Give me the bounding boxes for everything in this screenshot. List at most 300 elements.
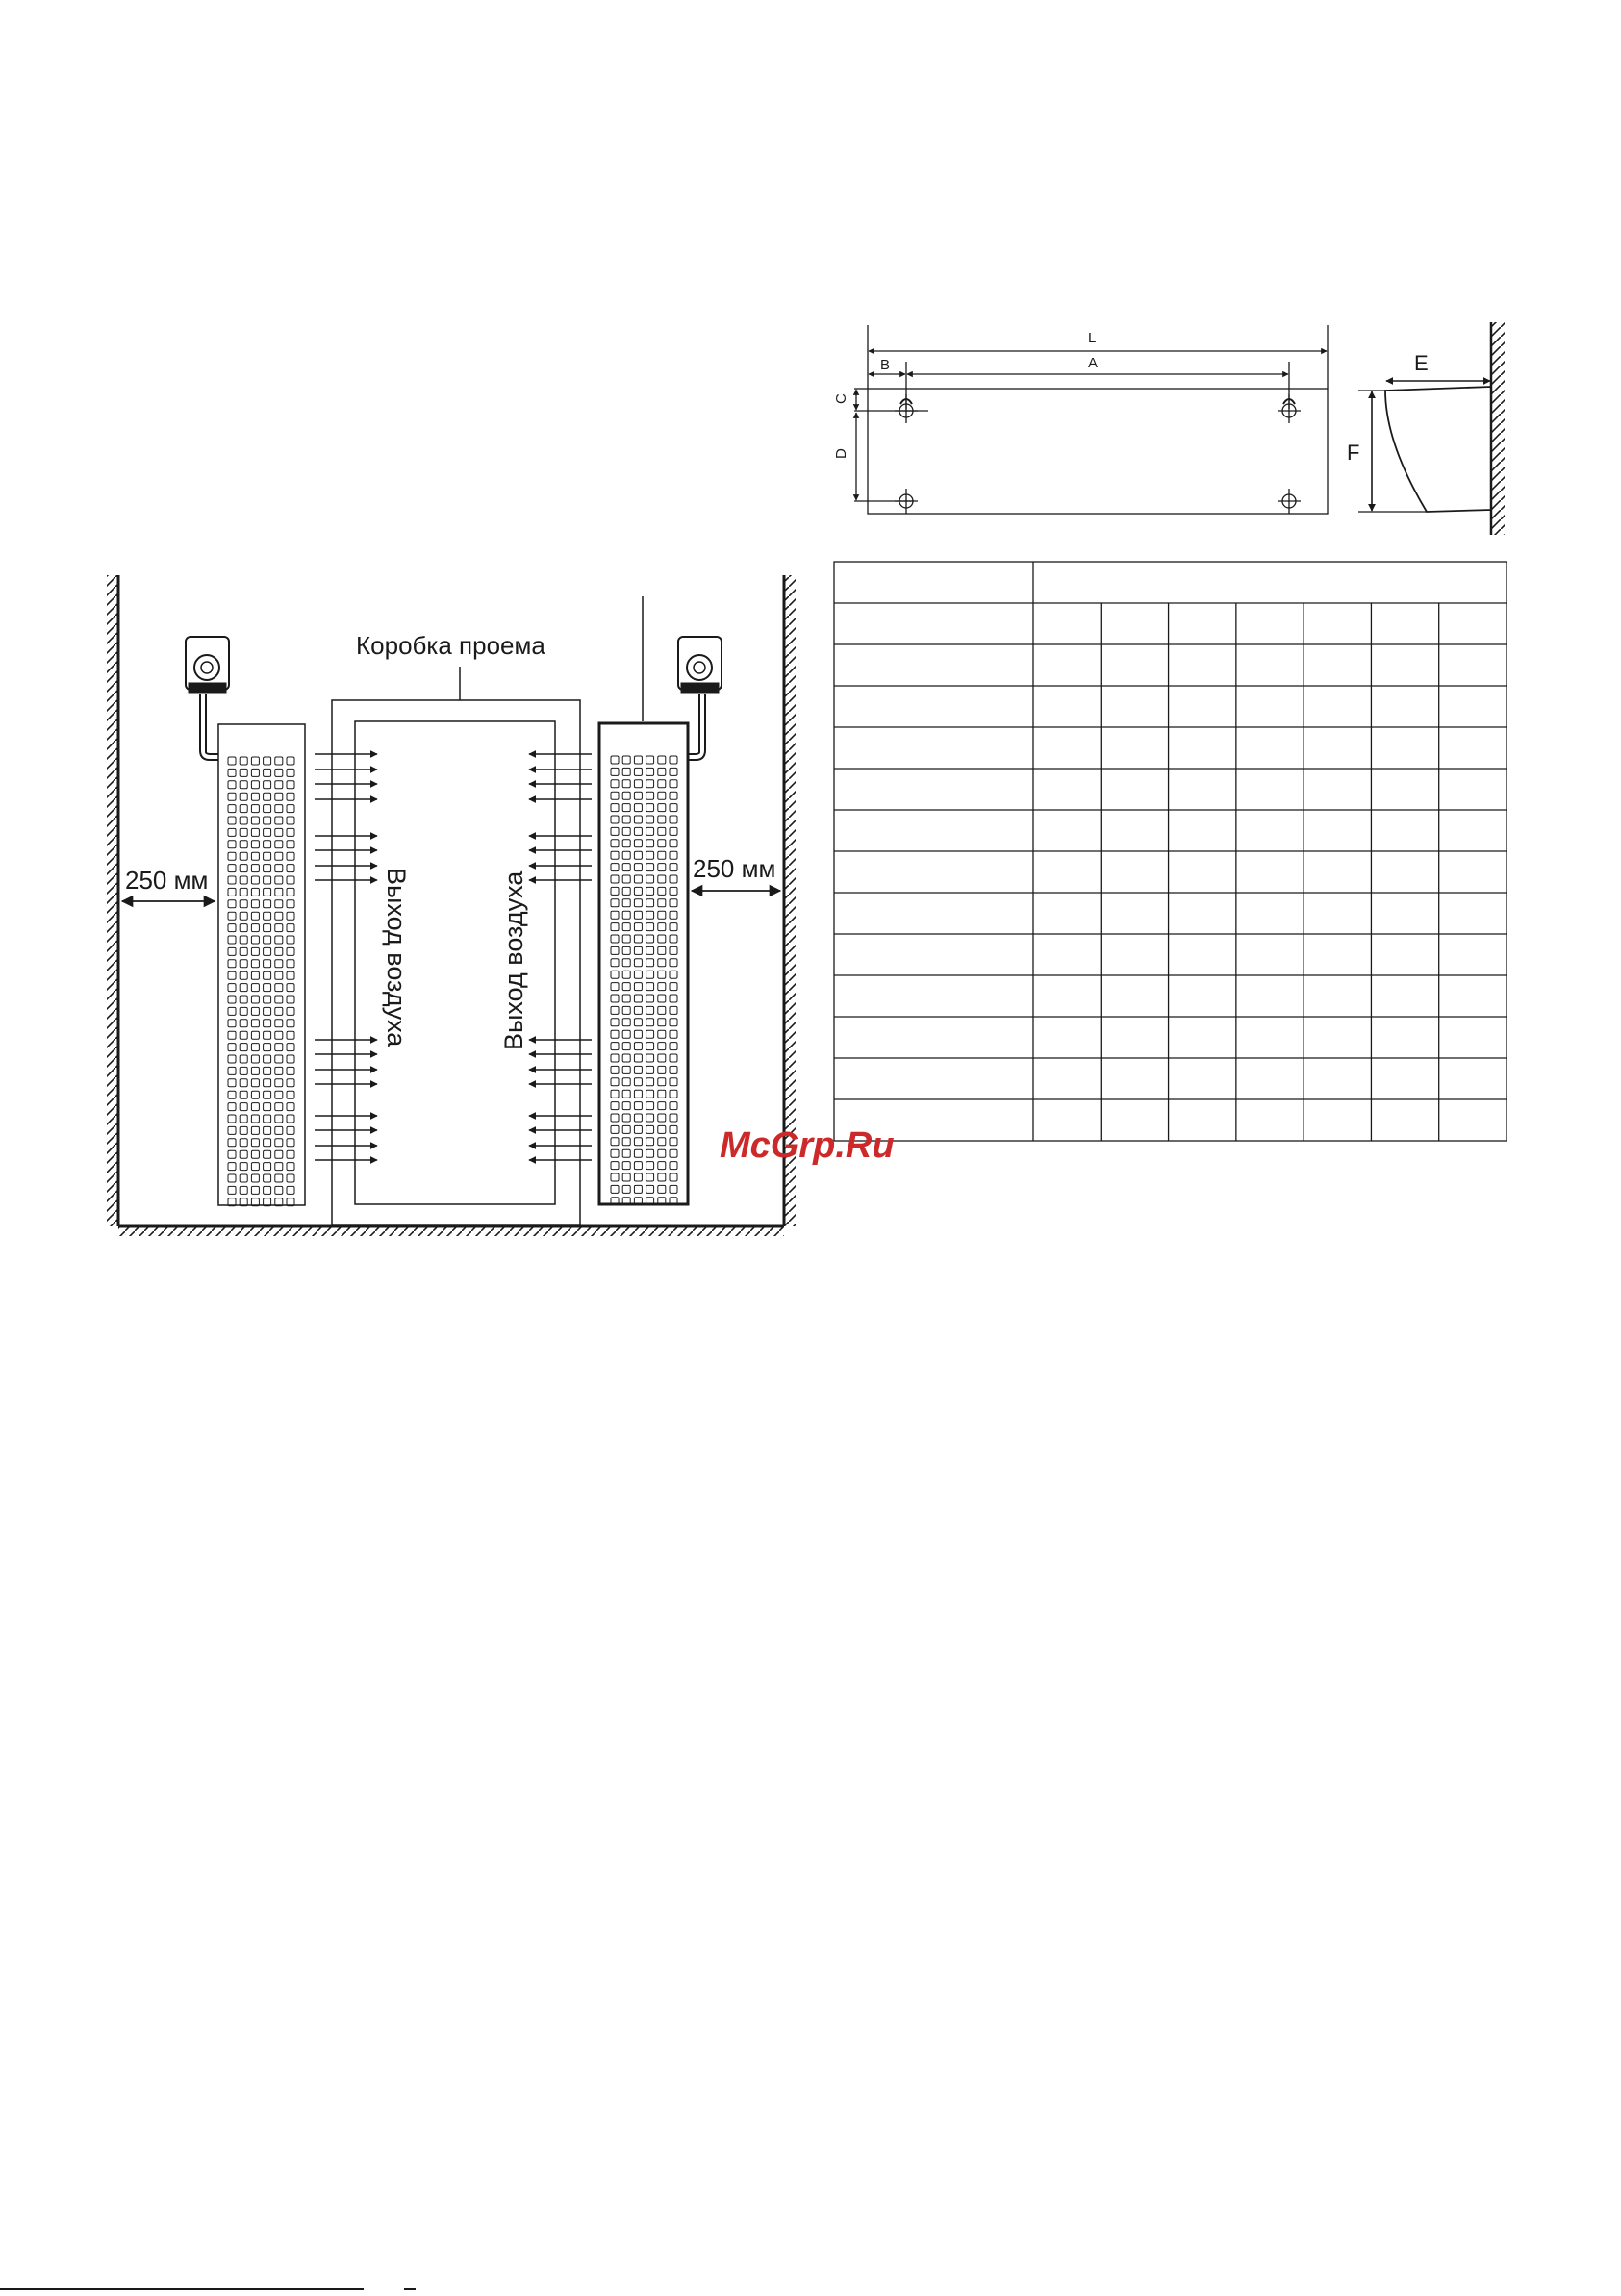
right-air-curtain bbox=[599, 723, 688, 1204]
grille-hole bbox=[611, 851, 619, 859]
grille-hole bbox=[670, 840, 677, 847]
grille-hole bbox=[658, 935, 666, 943]
grille-hole bbox=[287, 852, 294, 860]
grille-hole bbox=[240, 984, 247, 992]
grille-hole bbox=[264, 828, 271, 836]
grille-hole bbox=[240, 1163, 247, 1171]
grille-hole bbox=[622, 1125, 630, 1133]
dim-C-label: C bbox=[833, 393, 849, 404]
grille-hole bbox=[287, 1115, 294, 1123]
grille-hole bbox=[670, 851, 677, 859]
grille-hole bbox=[611, 840, 619, 847]
left-grille bbox=[228, 757, 294, 1206]
grille-hole bbox=[622, 756, 630, 764]
grille-hole bbox=[622, 875, 630, 883]
grille-hole bbox=[240, 936, 247, 944]
grille-hole bbox=[228, 757, 236, 765]
grille-hole bbox=[670, 1078, 677, 1086]
grille-hole bbox=[251, 1150, 259, 1158]
grille-hole bbox=[287, 1079, 294, 1087]
grille-hole bbox=[634, 1043, 642, 1050]
grille-hole bbox=[240, 865, 247, 872]
grille-hole bbox=[646, 1066, 654, 1073]
grille-hole bbox=[622, 959, 630, 967]
grille-hole bbox=[622, 1185, 630, 1193]
grille-hole bbox=[634, 1125, 642, 1133]
grille-hole bbox=[634, 768, 642, 775]
grille-hole bbox=[275, 1055, 283, 1063]
grille-hole bbox=[240, 1186, 247, 1194]
grille-hole bbox=[634, 946, 642, 954]
grille-hole bbox=[611, 899, 619, 907]
grille-hole bbox=[287, 1103, 294, 1111]
grille-hole bbox=[228, 1186, 236, 1194]
grille-hole bbox=[646, 1078, 654, 1086]
grille-hole bbox=[634, 864, 642, 871]
grille-hole bbox=[646, 780, 654, 788]
grille-hole bbox=[670, 1066, 677, 1073]
grille-hole bbox=[264, 817, 271, 824]
grille-hole bbox=[646, 911, 654, 919]
grille-hole bbox=[646, 1173, 654, 1181]
grille-hole bbox=[611, 756, 619, 764]
grille-hole bbox=[275, 1115, 283, 1123]
grille-hole bbox=[264, 1091, 271, 1098]
grille-hole bbox=[670, 827, 677, 835]
grille-hole bbox=[251, 888, 259, 896]
grille-hole bbox=[287, 1020, 294, 1027]
grille-hole bbox=[611, 1006, 619, 1014]
grille-hole bbox=[251, 1031, 259, 1039]
grille-hole bbox=[251, 1055, 259, 1063]
grille-hole bbox=[240, 876, 247, 884]
grille-hole bbox=[287, 1139, 294, 1147]
door-frame-outer bbox=[332, 700, 580, 1225]
grille-hole bbox=[240, 947, 247, 955]
grille-hole bbox=[622, 923, 630, 931]
grille-hole bbox=[634, 756, 642, 764]
grille-hole bbox=[251, 1163, 259, 1171]
grille-hole bbox=[622, 827, 630, 835]
grille-hole bbox=[264, 1020, 271, 1027]
grille-hole bbox=[251, 828, 259, 836]
grille-hole bbox=[658, 827, 666, 835]
grille-hole bbox=[634, 1102, 642, 1110]
grille-hole bbox=[670, 1138, 677, 1146]
grille-hole bbox=[634, 971, 642, 978]
grille-hole bbox=[287, 1067, 294, 1074]
grille-hole bbox=[670, 864, 677, 871]
grille-hole bbox=[264, 947, 271, 955]
grille-hole bbox=[634, 875, 642, 883]
grille-hole bbox=[646, 816, 654, 823]
grille-hole bbox=[240, 1150, 247, 1158]
grille-hole bbox=[264, 1079, 271, 1087]
grille-hole bbox=[622, 804, 630, 812]
grille-hole bbox=[658, 756, 666, 764]
grille-hole bbox=[634, 935, 642, 943]
grille-hole bbox=[634, 1185, 642, 1193]
grille-hole bbox=[670, 995, 677, 1002]
grille-hole bbox=[287, 947, 294, 955]
grille-hole bbox=[670, 971, 677, 978]
grille-hole bbox=[646, 756, 654, 764]
grille-hole bbox=[646, 887, 654, 895]
grille-hole bbox=[658, 1054, 666, 1062]
grille-hole bbox=[611, 1090, 619, 1098]
grille-hole bbox=[251, 841, 259, 848]
grille-hole bbox=[228, 841, 236, 848]
grille-hole bbox=[622, 935, 630, 943]
grille-hole bbox=[275, 1020, 283, 1027]
grille-hole bbox=[240, 757, 247, 765]
grille-hole bbox=[611, 1019, 619, 1026]
grille-hole bbox=[622, 840, 630, 847]
grille-hole bbox=[622, 1054, 630, 1062]
grille-hole bbox=[287, 912, 294, 920]
left-airflow-arrows bbox=[315, 754, 377, 1160]
dim-F-label: F bbox=[1347, 441, 1360, 465]
grille-hole bbox=[240, 793, 247, 800]
grille-hole bbox=[264, 960, 271, 968]
grille-hole bbox=[264, 1115, 271, 1123]
grille-hole bbox=[287, 971, 294, 979]
grille-hole bbox=[251, 912, 259, 920]
grille-hole bbox=[622, 1149, 630, 1157]
spec-table bbox=[834, 562, 1507, 1141]
grille-hole bbox=[264, 936, 271, 944]
grille-hole bbox=[658, 1162, 666, 1170]
grille-hole bbox=[251, 1174, 259, 1182]
grille-hole bbox=[646, 1138, 654, 1146]
grille-hole bbox=[228, 1044, 236, 1051]
grille-hole bbox=[264, 1186, 271, 1194]
grille-hole bbox=[275, 781, 283, 789]
grille-hole bbox=[251, 1139, 259, 1147]
grille-hole bbox=[622, 1162, 630, 1170]
grille-hole bbox=[658, 1090, 666, 1098]
dim-E-label: E bbox=[1414, 351, 1429, 375]
grille-hole bbox=[287, 757, 294, 765]
grille-hole bbox=[670, 756, 677, 764]
grille-hole bbox=[228, 947, 236, 955]
grille-hole bbox=[634, 1149, 642, 1157]
grille-hole bbox=[275, 996, 283, 1003]
grille-hole bbox=[670, 1019, 677, 1026]
grille-hole bbox=[275, 947, 283, 955]
grille-hole bbox=[287, 793, 294, 800]
grille-hole bbox=[646, 959, 654, 967]
grille-hole bbox=[287, 817, 294, 824]
grille-hole bbox=[287, 924, 294, 932]
grille-hole bbox=[228, 984, 236, 992]
grille-hole bbox=[658, 995, 666, 1002]
right-thermostat-icon bbox=[678, 637, 722, 760]
grille-hole bbox=[240, 1126, 247, 1134]
grille-hole bbox=[622, 792, 630, 799]
grille-hole bbox=[622, 995, 630, 1002]
grille-hole bbox=[611, 1078, 619, 1086]
grille-hole bbox=[251, 960, 259, 968]
grille-hole bbox=[670, 1173, 677, 1181]
dim-B-label: B bbox=[880, 357, 891, 373]
grille-hole bbox=[611, 1043, 619, 1050]
grille-hole bbox=[228, 769, 236, 776]
grille-hole bbox=[646, 1125, 654, 1133]
grille-hole bbox=[264, 865, 271, 872]
grille-hole bbox=[228, 1007, 236, 1015]
grille-hole bbox=[275, 805, 283, 813]
grille-hole bbox=[264, 805, 271, 813]
grille-hole bbox=[240, 912, 247, 920]
grille-hole bbox=[646, 1006, 654, 1014]
grille-hole bbox=[646, 1090, 654, 1098]
grille-hole bbox=[658, 1019, 666, 1026]
grille-hole bbox=[275, 900, 283, 908]
grille-hole bbox=[228, 1055, 236, 1063]
grille-hole bbox=[275, 1126, 283, 1134]
grille-hole bbox=[287, 936, 294, 944]
grille-hole bbox=[670, 946, 677, 954]
grille-hole bbox=[658, 1030, 666, 1038]
grille-hole bbox=[670, 768, 677, 775]
grille-hole bbox=[275, 865, 283, 872]
grille-hole bbox=[287, 865, 294, 872]
grille-hole bbox=[228, 1174, 236, 1182]
grille-hole bbox=[240, 996, 247, 1003]
grille-hole bbox=[634, 816, 642, 823]
grille-hole bbox=[658, 1149, 666, 1157]
grille-hole bbox=[240, 1115, 247, 1123]
grille-hole bbox=[264, 793, 271, 800]
grille-hole bbox=[658, 1138, 666, 1146]
grille-hole bbox=[251, 757, 259, 765]
grille-hole bbox=[611, 1149, 619, 1157]
grille-hole bbox=[264, 1163, 271, 1171]
grille-hole bbox=[240, 924, 247, 932]
grille-hole bbox=[275, 1067, 283, 1074]
air-outlet-right-label: Выход воздуха bbox=[499, 870, 528, 1050]
grille-hole bbox=[264, 1031, 271, 1039]
grille-hole bbox=[264, 1044, 271, 1051]
grille-hole bbox=[658, 887, 666, 895]
grille-hole bbox=[264, 781, 271, 789]
mounting-hole bbox=[895, 489, 918, 514]
grille-hole bbox=[228, 971, 236, 979]
grille-hole bbox=[670, 1162, 677, 1170]
grille-hole bbox=[240, 1055, 247, 1063]
grille-hole bbox=[611, 923, 619, 931]
grille-hole bbox=[251, 996, 259, 1003]
grille-hole bbox=[251, 852, 259, 860]
grille-hole bbox=[646, 1054, 654, 1062]
grille-hole bbox=[275, 924, 283, 932]
grille-hole bbox=[264, 984, 271, 992]
grille-hole bbox=[228, 793, 236, 800]
grille-hole bbox=[287, 888, 294, 896]
grille-hole bbox=[658, 816, 666, 823]
grille-hole bbox=[275, 828, 283, 836]
grille-hole bbox=[646, 923, 654, 931]
dim-A-label: A bbox=[1088, 355, 1099, 371]
grille-hole bbox=[240, 769, 247, 776]
left-thermostat-icon bbox=[186, 637, 229, 760]
grille-hole bbox=[251, 781, 259, 789]
grille-hole bbox=[228, 888, 236, 896]
grille-hole bbox=[240, 1031, 247, 1039]
grille-hole bbox=[275, 984, 283, 992]
grille-hole bbox=[240, 1103, 247, 1111]
grille-hole bbox=[264, 1126, 271, 1134]
grille-hole bbox=[646, 946, 654, 954]
grille-hole bbox=[228, 876, 236, 884]
grille-hole bbox=[658, 1185, 666, 1193]
grille-hole bbox=[670, 887, 677, 895]
grille-hole bbox=[658, 1078, 666, 1086]
grille-hole bbox=[240, 1091, 247, 1098]
grille-hole bbox=[264, 996, 271, 1003]
grille-hole bbox=[646, 1019, 654, 1026]
grille-hole bbox=[611, 1125, 619, 1133]
grille-hole bbox=[646, 935, 654, 943]
grille-hole bbox=[611, 935, 619, 943]
grille-hole bbox=[264, 876, 271, 884]
grille-hole bbox=[622, 899, 630, 907]
mounting-diagram bbox=[854, 322, 1505, 535]
grille-hole bbox=[646, 768, 654, 775]
grille-hole bbox=[264, 852, 271, 860]
grille-hole bbox=[287, 841, 294, 848]
grille-hole bbox=[611, 1054, 619, 1062]
grille-hole bbox=[251, 817, 259, 824]
grille-hole bbox=[622, 983, 630, 991]
grille-hole bbox=[275, 1163, 283, 1171]
grille-hole bbox=[228, 936, 236, 944]
grille-hole bbox=[646, 1102, 654, 1110]
grille-hole bbox=[287, 984, 294, 992]
grille-hole bbox=[658, 971, 666, 978]
grille-hole bbox=[287, 1055, 294, 1063]
grille-hole bbox=[670, 983, 677, 991]
grille-hole bbox=[240, 1079, 247, 1087]
grille-hole bbox=[228, 1091, 236, 1098]
grille-hole bbox=[646, 1149, 654, 1157]
grille-hole bbox=[251, 793, 259, 800]
grille-hole bbox=[287, 781, 294, 789]
grille-hole bbox=[275, 936, 283, 944]
grille-hole bbox=[646, 875, 654, 883]
grille-hole bbox=[264, 1055, 271, 1063]
grille-hole bbox=[264, 924, 271, 932]
grille-hole bbox=[658, 840, 666, 847]
grille-hole bbox=[228, 865, 236, 872]
grille-hole bbox=[670, 1149, 677, 1157]
grille-hole bbox=[670, 804, 677, 812]
grille-hole bbox=[658, 1006, 666, 1014]
grille-hole bbox=[658, 1043, 666, 1050]
grille-hole bbox=[670, 1054, 677, 1062]
grille-hole bbox=[634, 983, 642, 991]
grille-hole bbox=[228, 960, 236, 968]
grille-hole bbox=[670, 1043, 677, 1050]
grille-hole bbox=[622, 1138, 630, 1146]
grille-hole bbox=[287, 1150, 294, 1158]
grille-hole bbox=[251, 1007, 259, 1015]
grille-hole bbox=[264, 888, 271, 896]
right-grille bbox=[611, 756, 677, 1205]
grille-hole bbox=[622, 971, 630, 978]
grille-hole bbox=[275, 971, 283, 979]
grille-hole bbox=[228, 1067, 236, 1074]
grille-hole bbox=[287, 876, 294, 884]
grille-hole bbox=[611, 887, 619, 895]
grille-hole bbox=[611, 875, 619, 883]
grille-hole bbox=[264, 900, 271, 908]
grille-hole bbox=[275, 793, 283, 800]
grille-hole bbox=[658, 911, 666, 919]
grille-hole bbox=[251, 900, 259, 908]
grille-hole bbox=[670, 923, 677, 931]
grille-hole bbox=[658, 851, 666, 859]
grille-hole bbox=[658, 1066, 666, 1073]
grille-hole bbox=[240, 1174, 247, 1182]
grille-hole bbox=[287, 828, 294, 836]
grille-hole bbox=[634, 923, 642, 931]
grille-hole bbox=[251, 971, 259, 979]
dim-D-label: D bbox=[833, 448, 849, 459]
grille-hole bbox=[251, 1067, 259, 1074]
grille-hole bbox=[611, 959, 619, 967]
grille-hole bbox=[240, 828, 247, 836]
grille-hole bbox=[622, 887, 630, 895]
grille-hole bbox=[658, 946, 666, 954]
grille-hole bbox=[622, 911, 630, 919]
grille-hole bbox=[228, 1139, 236, 1147]
grille-hole bbox=[622, 768, 630, 775]
grille-hole bbox=[646, 804, 654, 812]
grille-hole bbox=[670, 911, 677, 919]
grille-hole bbox=[287, 1091, 294, 1098]
grille-hole bbox=[611, 1114, 619, 1122]
grille-hole bbox=[251, 1186, 259, 1194]
grille-hole bbox=[287, 805, 294, 813]
grille-hole bbox=[634, 1114, 642, 1122]
grille-hole bbox=[658, 1102, 666, 1110]
grille-hole bbox=[264, 757, 271, 765]
grille-hole bbox=[275, 1079, 283, 1087]
grille-hole bbox=[646, 1030, 654, 1038]
clearance-right-label: 250 мм bbox=[693, 854, 776, 883]
grille-hole bbox=[634, 1066, 642, 1073]
grille-hole bbox=[287, 900, 294, 908]
grille-hole bbox=[240, 781, 247, 789]
unit-outline bbox=[868, 389, 1328, 514]
grille-hole bbox=[634, 1054, 642, 1062]
grille-hole bbox=[611, 911, 619, 919]
grille-hole bbox=[646, 851, 654, 859]
grille-hole bbox=[264, 1174, 271, 1182]
grille-hole bbox=[240, 841, 247, 848]
grille-hole bbox=[275, 1007, 283, 1015]
grille-hole bbox=[658, 780, 666, 788]
grille-hole bbox=[622, 1019, 630, 1026]
grille-hole bbox=[611, 1030, 619, 1038]
grille-hole bbox=[251, 769, 259, 776]
grille-hole bbox=[228, 912, 236, 920]
grille-hole bbox=[646, 983, 654, 991]
grille-hole bbox=[287, 1163, 294, 1171]
grille-hole bbox=[611, 983, 619, 991]
